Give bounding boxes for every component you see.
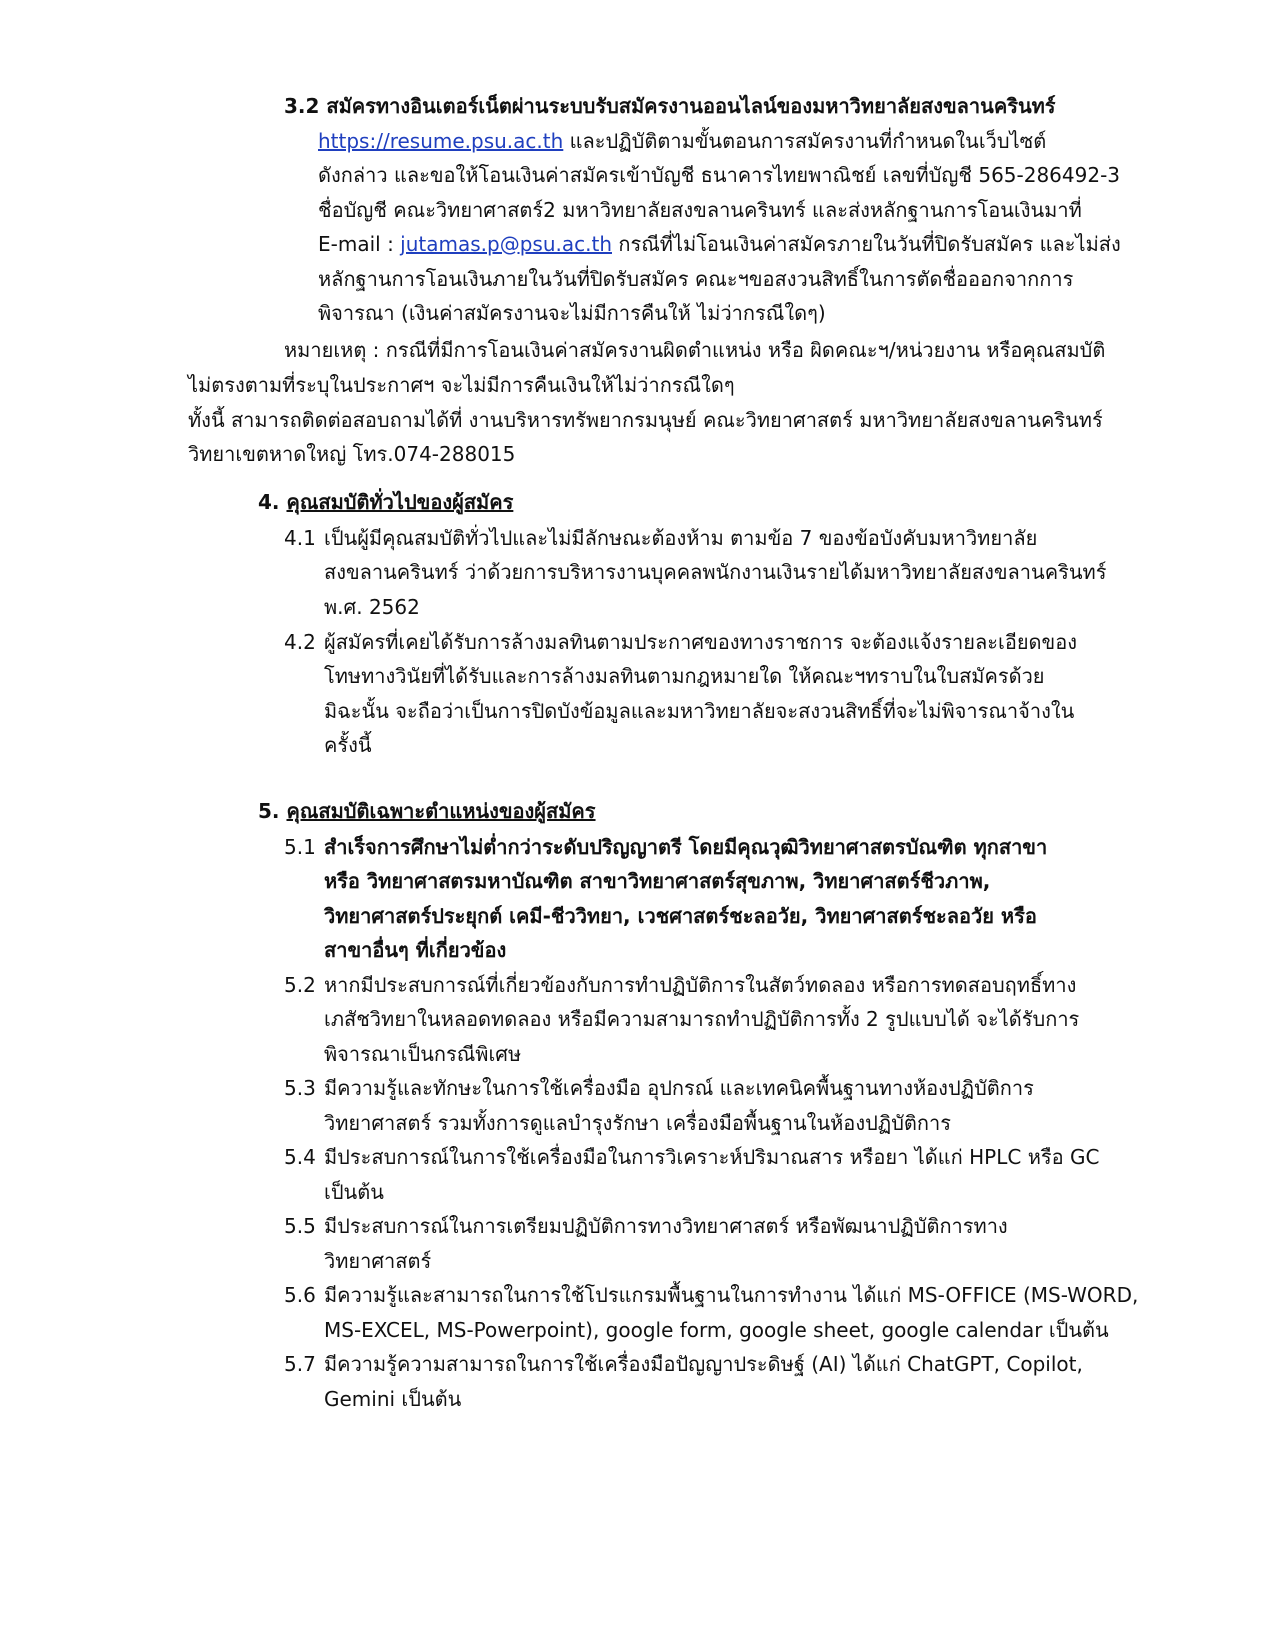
email-label: E-mail :: [318, 232, 401, 256]
item-5-2-line-2: เภสัชวิทยาในหลอดทดลอง หรือมีความสามารถทำปฏิบัติการทั้ง 2 รูปแบบได้ จะได้รับการ: [324, 1007, 1080, 1031]
s32-line-2-text: และปฏิบัติตามขั้นตอนการสมัครงานที่กำหนดในเว็บไซต์: [563, 129, 1047, 153]
resume-link[interactable]: https://resume.psu.ac.th: [318, 129, 564, 153]
item-5-7-line-1: [284, 1352, 1083, 1377]
item-4-2-line-2: โทษทางวินัยที่ได้รับและการล้างมลทินตามกฎหมายใด ให้คณะฯทราบในใบสมัครด้วย: [324, 664, 1045, 688]
section-5-title: คุณสมบัติเฉพาะตำแหน่งของผู้สมัคร: [286, 799, 596, 823]
item-5-3-line-1: [284, 1076, 1034, 1101]
section-4-number: 4.: [258, 490, 280, 514]
s32-line-2: [318, 129, 1046, 154]
s32-line-7: พิจารณา (เงินค่าสมัครงานจะไม่มีการคืนให้ ไม่ว่ากรณีใดๆ): [318, 301, 826, 325]
item-5-6-number: 5.6: [284, 1283, 316, 1307]
item-5-7-number: 5.7: [284, 1352, 316, 1376]
s32-line-4: ชื่อบัญชี คณะวิทยาศาสตร์2 มหาวิทยาลัยสงขลานครินทร์ และส่งหลักฐานการโอนเงินมาที่: [318, 198, 1082, 222]
item-4-1-line-1: [284, 526, 1037, 551]
item-4-1-number: 4.1: [284, 526, 316, 550]
item-5-1-line-4: สาขาอื่นๆ ที่เกี่ยวข้อง: [324, 938, 507, 962]
note-line-2: ไม่ตรงตามที่ระบุในประกาศฯ จะไม่มีการคืนเงินให้ไม่ว่ากรณีใดๆ: [188, 373, 735, 397]
section-5-heading: [258, 799, 596, 824]
item-4-1-text: เป็นผู้มีคุณสมบัติทั่วไปและไม่มีลักษณะต้องห้าม ตามข้อ 7 ของข้อบังคับมหาวิทยาลัย: [324, 526, 1038, 550]
section-4-heading: [258, 490, 513, 515]
item-5-5-line-1: [284, 1214, 1008, 1239]
item-4-2-number: 4.2: [284, 630, 316, 654]
item-5-2-text: หากมีประสบการณ์ที่เกี่ยวข้องกับการทำปฏิบัติการในสัตว์ทดลอง หรือการทดสอบฤทธิ์ทาง: [324, 973, 1077, 997]
section-4-title: คุณสมบัติทั่วไปของผู้สมัคร: [286, 490, 514, 514]
item-5-3-text: มีความรู้และทักษะในการใช้เครื่องมือ อุปกรณ์ และเทคนิคพื้นฐานทางห้องปฏิบัติการ: [324, 1076, 1034, 1100]
item-4-2-text: ผู้สมัครที่เคยได้รับการล้างมลทินตามประกาศของทางราชการ จะต้องแจ้งรายละเอียดของ: [324, 630, 1077, 654]
item-5-2-number: 5.2: [284, 973, 316, 997]
s32-line-3: ดังกล่าว และขอให้โอนเงินค่าสมัครเข้าบัญชี ธนาคารไทยพาณิชย์ เลขที่บัญชี 565-286492-3: [318, 163, 1121, 187]
item-5-7-line-2: Gemini เป็นต้น: [324, 1387, 462, 1411]
item-5-5-text: มีประสบการณ์ในการเตรียมปฏิบัติการทางวิทยาศาสตร์ หรือพัฒนาปฏิบัติการทาง: [324, 1214, 1008, 1238]
item-5-4-number: 5.4: [284, 1145, 316, 1169]
item-4-1-line-3: พ.ศ. 2562: [324, 595, 420, 619]
item-5-6-line-1: [284, 1283, 1138, 1308]
item-5-1-line-1: [284, 835, 1047, 860]
item-5-1-line-3: วิทยาศาสตร์ประยุกต์ เคมี-ชีววิทยา, เวชศาสตร์ชะลอวัย, วิทยาศาสตร์ชะลอวัย หรือ: [324, 904, 1037, 928]
item-5-1-number: 5.1: [284, 835, 316, 859]
s32-line-6: หลักฐานการโอนเงินภายในวันที่ปิดรับสมัคร คณะฯขอสงวนสิทธิ์ในการตัดชื่อออกจากการ: [318, 267, 1074, 291]
email-link[interactable]: jutamas.p@psu.ac.th: [400, 232, 612, 256]
item-5-2-line-1: [284, 973, 1076, 998]
note-line-3: ทั้งนี้ สามารถติดต่อสอบถามได้ที่ งานบริหารทรัพยากรมนุษย์ คณะวิทยาศาสตร์ มหาวิทยาลัยสงขลานครินทร์: [188, 408, 1103, 432]
note-line-4: วิทยาเขตหาดใหญ่ โทร.074-288015: [188, 442, 516, 466]
item-5-1-line-2: หรือ วิทยาศาสตรมหาบัณฑิต สาขาวิทยาศาสตร์สุขภาพ, วิทยาศาสตร์ชีวภาพ,: [324, 869, 991, 893]
item-5-4-line-2: เป็นต้น: [324, 1180, 384, 1204]
item-5-6-text: มีความรู้และสามารถในการใช้โปรแกรมพื้นฐานในการทำงาน ได้แก่ MS-OFFICE (MS-WORD,: [324, 1283, 1139, 1307]
item-5-4-line-1: [284, 1145, 1099, 1170]
item-5-3-number: 5.3: [284, 1076, 316, 1100]
item-5-5-number: 5.5: [284, 1214, 316, 1238]
item-5-3-line-2: วิทยาศาสตร์ รวมทั้งการดูแลบำรุงรักษา เครื่องมือพื้นฐานในห้องปฏิบัติการ: [324, 1111, 951, 1135]
item-5-2-line-3: พิจารณาเป็นกรณีพิเศษ: [324, 1042, 522, 1066]
item-5-1-text: สำเร็จการศึกษาไม่ต่ำกว่าระดับปริญญาตรี โดยมีคุณวุฒิวิทยาศาสตรบัณฑิต ทุกสาขา: [324, 835, 1048, 859]
item-5-4-text: มีประสบการณ์ในการใช้เครื่องมือในการวิเคราะห์ปริมาณสาร หรือยา ได้แก่ HPLC หรือ GC: [324, 1145, 1100, 1169]
item-5-5-line-2: วิทยาศาสตร์: [324, 1249, 432, 1273]
item-4-2-line-4: ครั้งนี้: [324, 733, 372, 757]
s32-line-1: 3.2 สมัครทางอินเตอร์เน็ตผ่านระบบรับสมัครงานออนไลน์ของมหาวิทยาลัยสงขลานครินทร์: [284, 94, 1056, 118]
item-4-2-line-1: [284, 630, 1077, 655]
s32-line-5: [318, 232, 1121, 257]
note-line-1: หมายเหตุ : กรณีที่มีการโอนเงินค่าสมัครงานผิดตำแหน่ง หรือ ผิดคณะฯ/หน่วยงาน หรือคุณสมบัติ: [284, 338, 1106, 362]
s32-line-5-text: กรณีที่ไม่โอนเงินค่าสมัครภายในวันที่ปิดรับสมัคร และไม่ส่ง: [612, 232, 1121, 256]
section-5-number: 5.: [258, 799, 280, 823]
item-5-7-text: มีความรู้ความสามารถในการใช้เครื่องมือปัญญาประดิษฐ์ (AI) ได้แก่ ChatGPT, Copilot,: [324, 1352, 1083, 1376]
item-4-1-line-2: สงขลานครินทร์ ว่าด้วยการบริหารงานบุคคลพนักงานเงินรายได้มหาวิทยาลัยสงขลานครินทร์: [324, 560, 1107, 584]
item-5-6-line-2: MS-EXCEL, MS-Powerpoint), google form, google sheet, google calendar เป็นต้น: [324, 1318, 1109, 1342]
item-4-2-line-3: มิฉะนั้น จะถือว่าเป็นการปิดบังข้อมูลและมหาวิทยาลัยจะสงวนสิทธิ์ที่จะไม่พิจารณาจ้างใน: [324, 699, 1075, 723]
